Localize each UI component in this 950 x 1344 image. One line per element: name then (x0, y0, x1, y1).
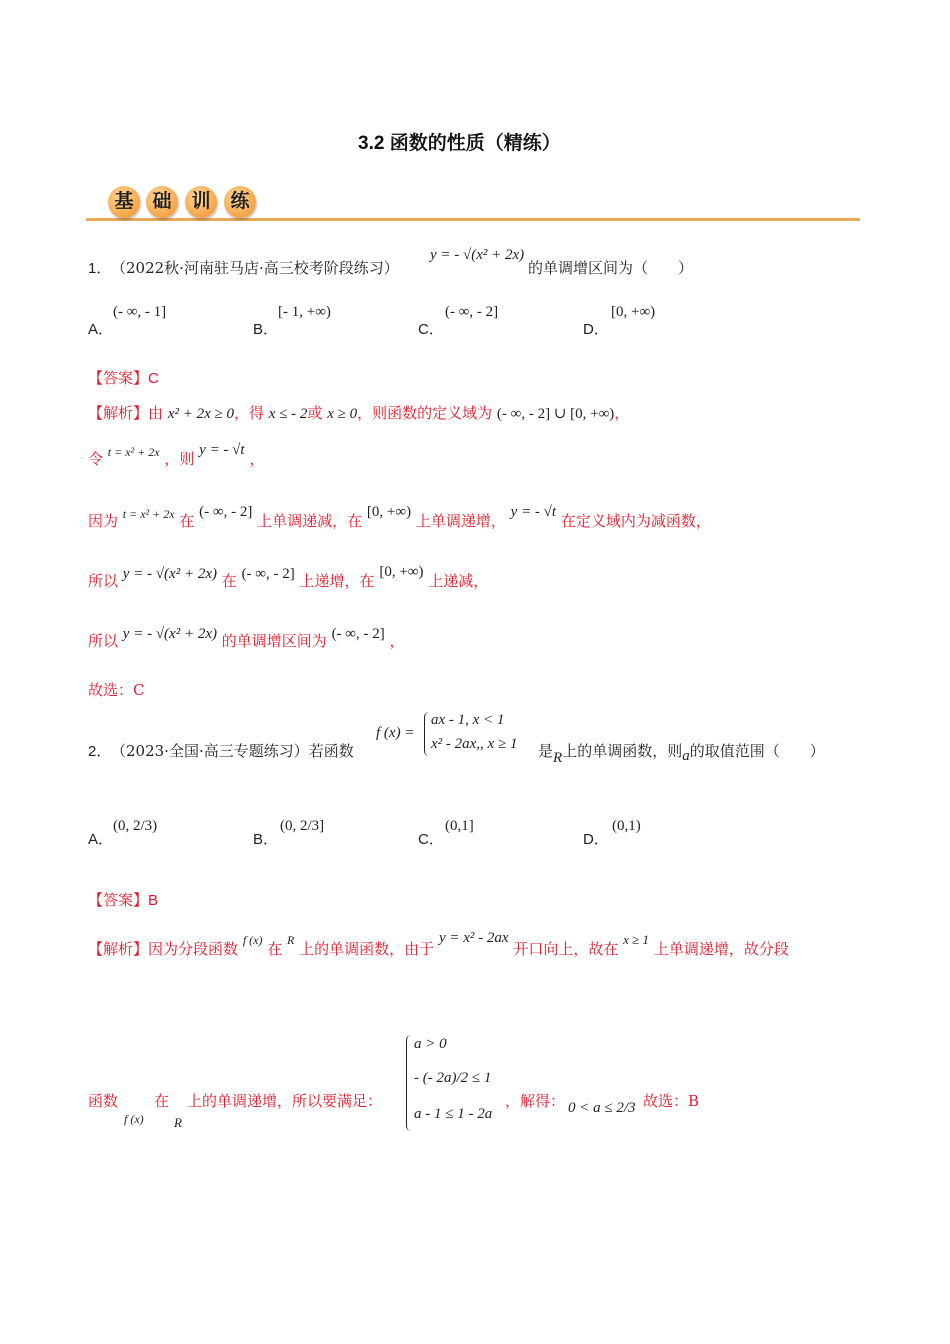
q1-answer: 【答案】C (88, 369, 159, 387)
q1-option-b-label: B． (253, 321, 279, 338)
q1-analysis-line-4: 所以 y = - √(x² + 2x) 在 (- ∞, - 2] 上递增，在 [0, +∞) 上递减， (88, 564, 489, 590)
q1-option-b-value: [- 1, +∞) (278, 304, 331, 320)
q2-conclusion: 故选：B (643, 1092, 700, 1110)
section-char-4: 练 (230, 190, 250, 212)
section-char-2: 础 (152, 190, 172, 212)
q2-system-brace (406, 1035, 411, 1131)
q2-option-d-value: (0,1) (612, 818, 641, 834)
q1-source: （2022秋·河南驻马店·高三校考阶段练习） (111, 259, 399, 277)
q2-option-c-label: C． (418, 831, 444, 848)
q2-analysis-result: 0 < a ≤ 2/3 (568, 1100, 636, 1116)
q2-option-b-label: B． (253, 831, 279, 848)
q2-system-condition-3: a - 1 ≤ 1 - 2a (414, 1106, 493, 1122)
q1-option-a-label: A． (88, 321, 114, 338)
q2-function-name: f (x) = (376, 725, 415, 741)
q2-stem: 是R上的单调函数，则a的取值范围（ ） (538, 742, 825, 766)
q2-case-1: ax - 1, x < 1 (431, 712, 505, 728)
q1-number: 1． (88, 260, 112, 277)
q1-option-a-value: (- ∞, - 1] (113, 304, 167, 320)
q2-answer: 【答案】B (88, 891, 159, 909)
q2-analysis-fx: f (x) (124, 1112, 144, 1126)
q2-option-d-label: D． (583, 831, 609, 848)
q2-brace (424, 712, 429, 756)
q2-system-condition-2: - (- 2a)/2 ≤ 1 (414, 1070, 492, 1086)
q2-option-b-value: (0, 2/3] (280, 818, 325, 834)
section-divider (86, 218, 860, 221)
q2-analysis-r: R (174, 1115, 182, 1130)
q1-option-c-value: (- ∞, - 2] (445, 304, 499, 320)
q2-case-2: x² - 2ax,, x ≥ 1 (431, 736, 518, 752)
q2-analysis-at: 在 (154, 1092, 170, 1110)
section-char-1: 基 (114, 190, 134, 212)
q1-conclusion: 故选：C (88, 681, 145, 699)
q2-analysis-requirement: 上的单调递增，所以要满足： (187, 1092, 383, 1110)
page-title: 3.2 函数的性质（精练） (358, 133, 561, 154)
q2-analysis-solve: ，解得： (505, 1092, 566, 1110)
q1-analysis-line-1: 【解析】由 x² + 2x ≥ 0，得 x ≤ - 2或 x ≥ 0，则函数的定义域为 (- ∞, - 2] ∪ [0, +∞)， (88, 404, 630, 422)
q2-source: （2023·全国·高三专题练习）若函数 (111, 742, 354, 760)
q2-analysis-line-1: 【解析】因为分段函数 $^{f (x)}$ 在 $^R$ 上的单调函数，由于 y = x² - 2ax 开口向上，故在 x ≥ 1 上单调递增，故分段 (88, 930, 789, 958)
q1-stem: 的单调增区间为（ ） (528, 259, 694, 277)
q1-analysis-line-3: 因为 $^{t = x^2 + 2x}$ 在 (- ∞, - 2] 上单调递减，在 [0, +∞) 上单调递增， y = - √t 在定义域内为减函数， (88, 504, 711, 530)
section-char-3: 训 (191, 190, 211, 212)
q1-option-c-label: C． (418, 321, 444, 338)
q1-analysis-line-5: 所以 y = - √(x² + 2x) 的单调增区间为 (- ∞, - 2] ， (88, 626, 405, 650)
q1-option-d-value: [0, +∞) (611, 304, 656, 320)
q1-analysis-line-2: 令 $^{t = x^2 + 2x}$ ，则 y = - √t ， (88, 442, 265, 468)
q2-system-condition-1: a > 0 (414, 1036, 447, 1052)
q2-option-a-value: (0, 2/3) (113, 818, 158, 834)
q2-option-c-value: (0,1] (445, 818, 474, 834)
q2-analysis-line-2-start: 函数 (88, 1092, 119, 1110)
q1-expression: y = - √(x² + 2x) (430, 247, 525, 263)
q1-option-d-label: D． (583, 321, 609, 338)
q2-option-a-label: A． (88, 831, 114, 848)
q2-number: 2． (88, 743, 112, 760)
